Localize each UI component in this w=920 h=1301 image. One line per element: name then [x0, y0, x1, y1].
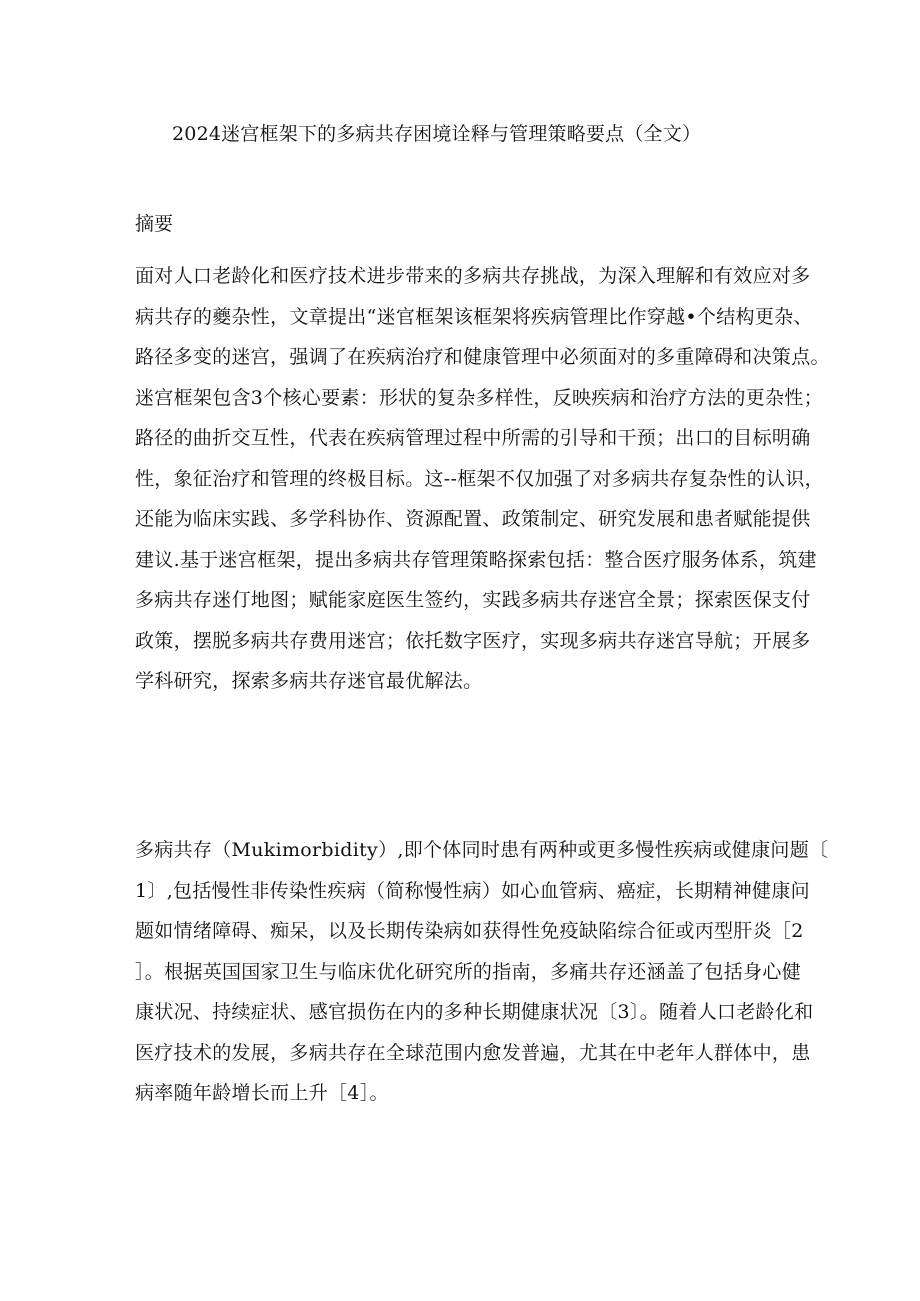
abstract-line: 路径的曲折交互性，代表在疾病管理过程中所需的引导和干预；出口的目标明确 — [135, 427, 811, 449]
abstract-line: 病共存的夔杂性，文章提出“迷官框架该框架将疾病管理比作穿越•个结构更杂、 — [135, 305, 813, 328]
body-line: 题如情绪障碍、痴呆，以及长期传染病如获得性免疫缺陷综合征或丙型肝炎［2 — [135, 920, 804, 942]
abstract-line: 还能为临床实践、多学科协作、资源配置、政策制定、研究发展和患者赋能提供 — [135, 508, 811, 530]
abstract-line: 建议.基于迷宫框架，提出多病共存管理策略探索包括：整合医疗服务体系，筑建 — [135, 548, 817, 571]
body-line: ］。根据英国国家卫生与临床优化研究所的指南，多痛共存还涵盖了包括身心健 — [135, 960, 802, 983]
abstract-line: 多病共存迷仃地图；赋能家庭医生签约，实践多病共存迷宫全景；探索医保支付 — [135, 589, 811, 611]
abstract-line: 路径多变的迷宫，强调了在疾病治疗和健康管理中必须面对的多重障碍和决策点。 — [135, 346, 830, 368]
body-line: 1〕,包括慢性非传染性疾病（简称慢性病）如心血管病、癌症，长期精神健康问 — [135, 879, 810, 902]
body-line: 多病共存（Mukimorbidity）,即个体同时患有两种或更多慢性疾病或健康问题〔 — [135, 839, 829, 861]
abstract-line: 迷宫框架包含3个核心要素：形状的复杂多样性，反映疾病和治疗方法的更杂性； — [135, 386, 823, 409]
body-line: 康状况、持续症状、感官损伤在内的多种长期健康状况〔3〕。随着人口老龄化和 — [135, 1001, 814, 1023]
body-line: 医疗技术的发展，多病共存在全球范围内愈发普遍，尤其在中老年人群体中，患 — [135, 1041, 811, 1064]
abstract-heading: 摘要 — [135, 213, 174, 235]
abstract-line: 性，象征治疗和管理的终极目标。这--框架不仅加强了对多病共存复杂性的认识， — [135, 467, 824, 490]
body-paragraph — [135, 836, 829, 1120]
body-line: 病率随年龄增长而上升［4］。 — [135, 1082, 389, 1104]
abstract-line: 面对人口老龄化和医疗技术进步带来的多病共存挑战，为深入理解和有效应对多 — [135, 265, 811, 287]
abstract-paragraph — [135, 262, 830, 708]
abstract-line: 政策，摆脱多病共存费用迷宫；依托数字医疗，实现多病共存迷宫导航；开展多 — [135, 629, 811, 652]
abstract-line: 学科研究，探索多病共存迷官最优解法。 — [135, 670, 483, 692]
document-title: 2024迷宫框架下的多病共存困境诠释与管理策略要点（全文） — [172, 123, 702, 145]
